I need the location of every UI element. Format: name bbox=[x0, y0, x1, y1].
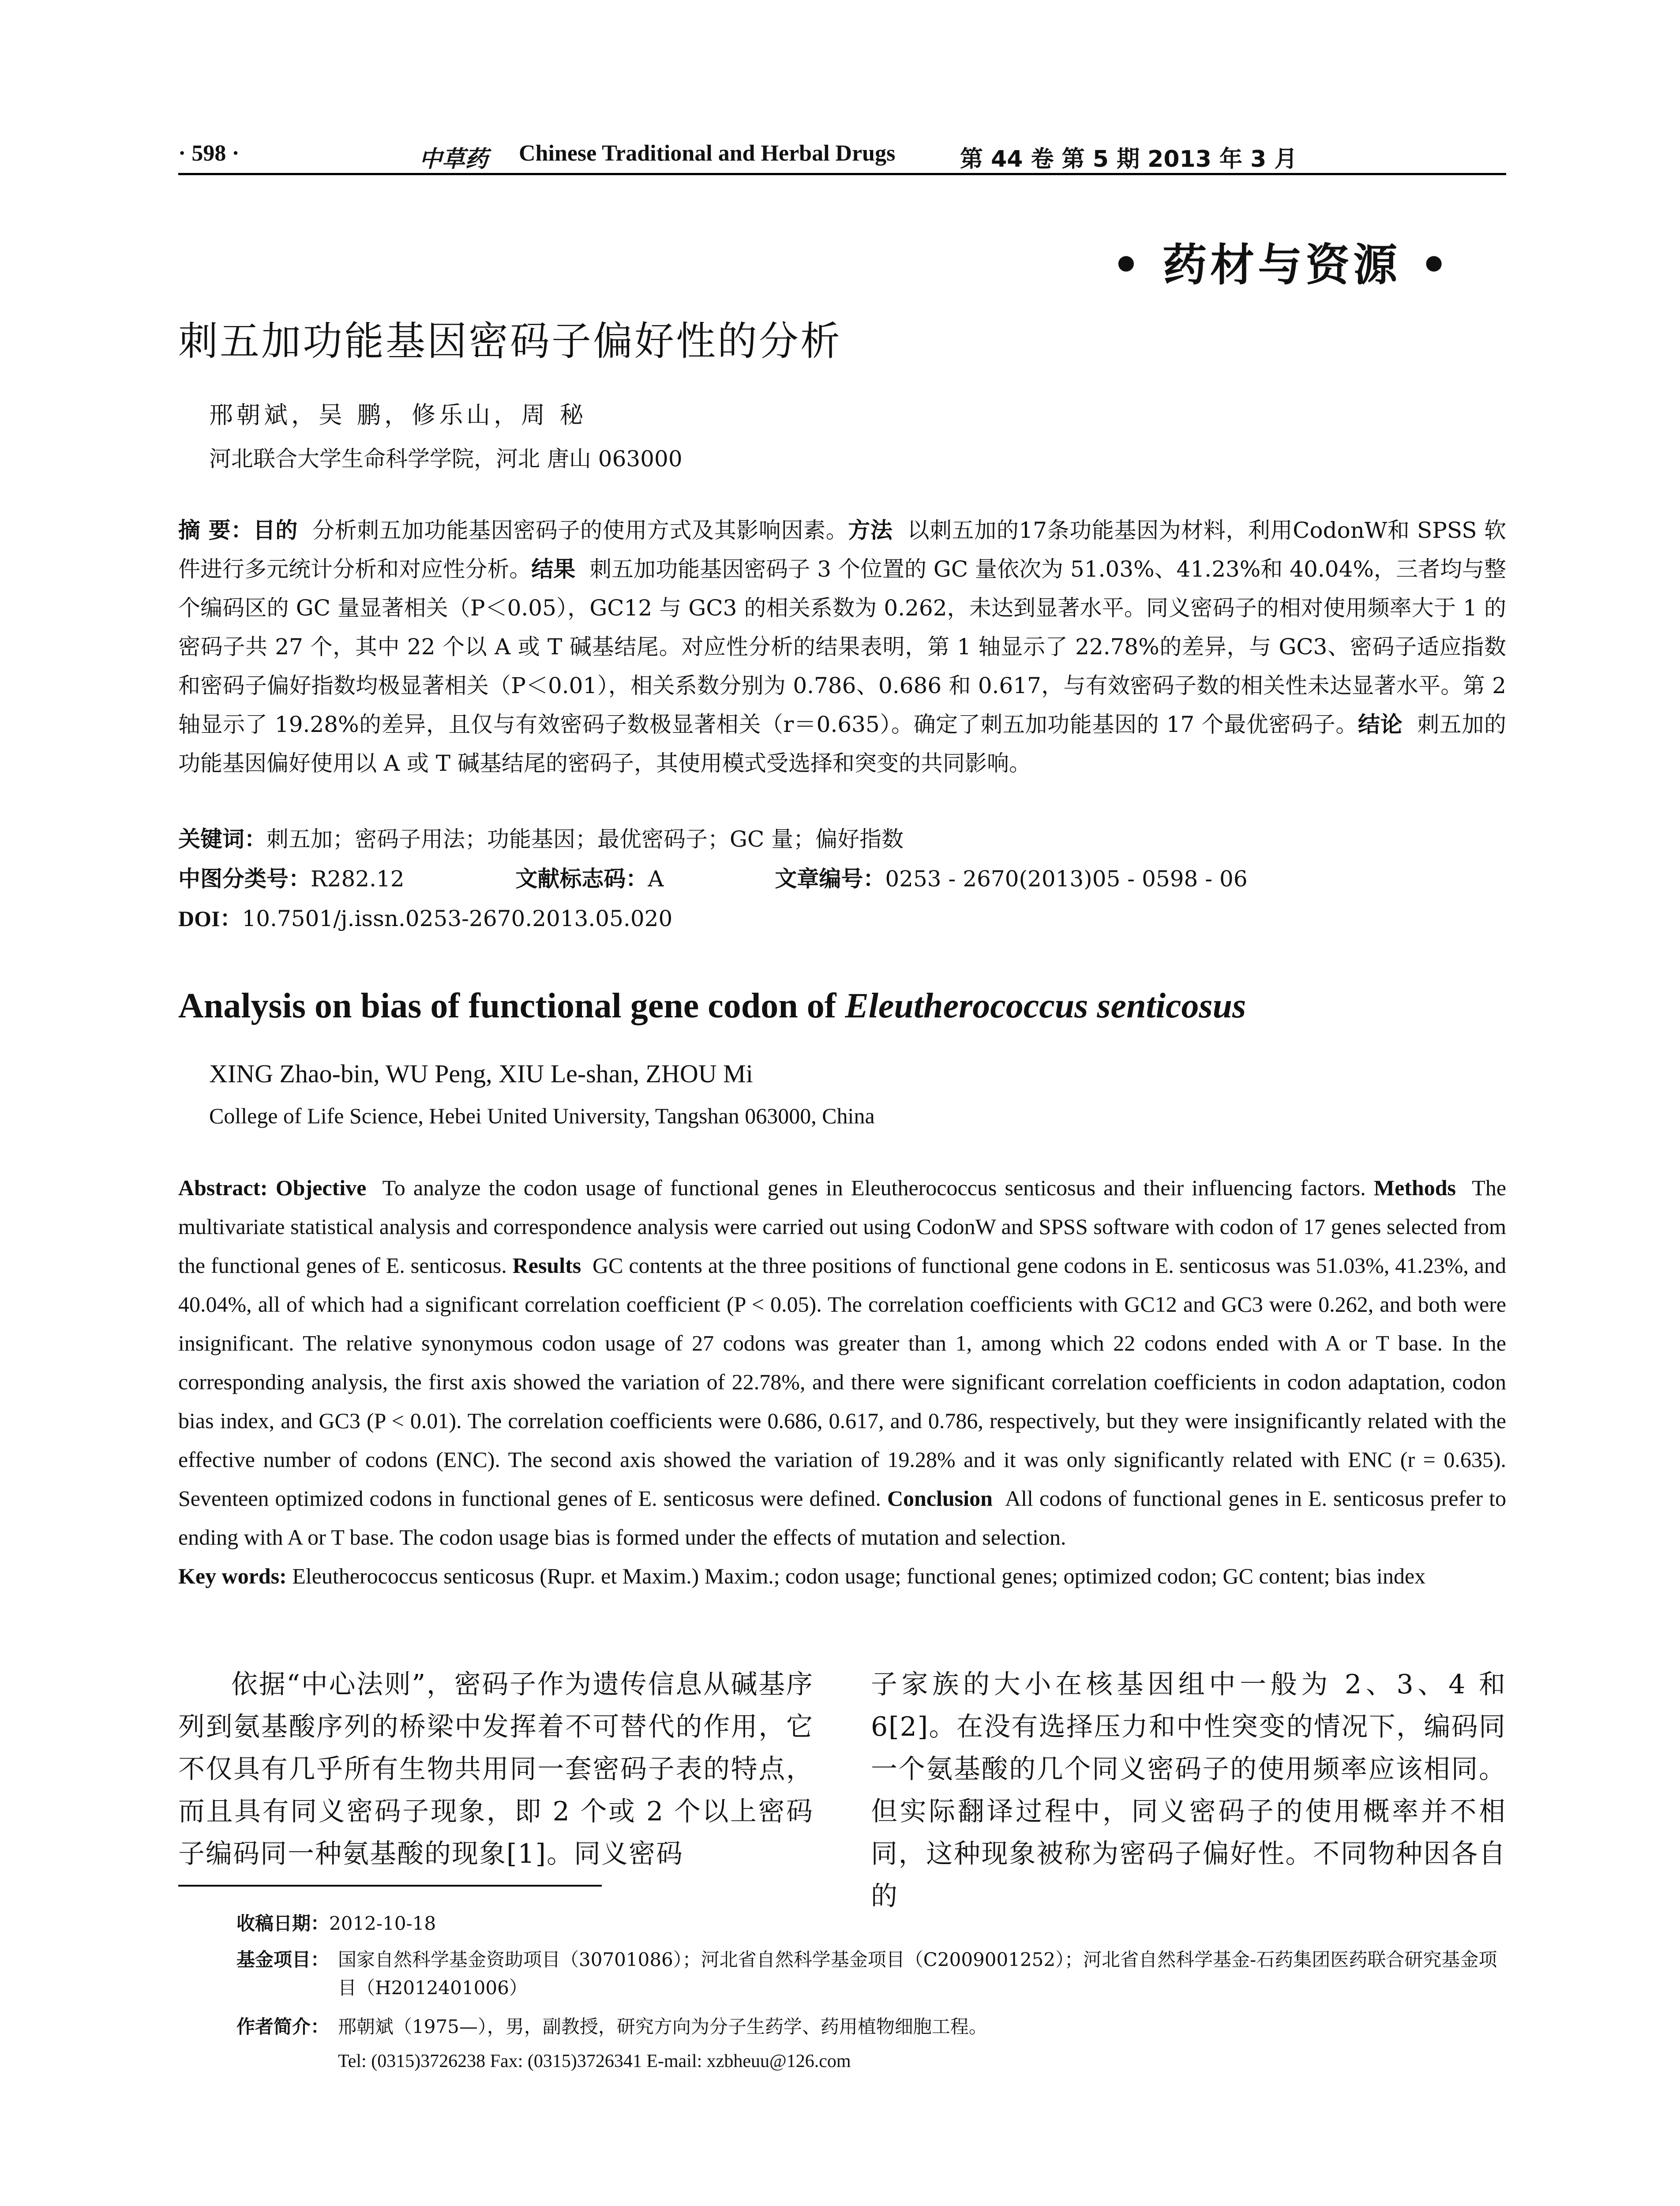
section-label: • 药材与资源 • bbox=[1112, 239, 1451, 291]
abstract-en-label: Abstract: Objective bbox=[178, 1175, 367, 1200]
conclusion-label-cn: 结论 bbox=[1358, 712, 1403, 737]
abstract-cn-label: 摘 要： bbox=[178, 518, 253, 543]
title-en-main: Analysis on bias of functional gene codon of bbox=[178, 987, 845, 1025]
body-column-left: 依据“中心法则”，密码子作为遗传信息从碱基序列到氨基酸序列的桥梁中发挥着不可替代的作用，它不仅具有几乎所有生物共用同一套密码子表的特点，而且具有同义密码子现象，即 2 个或 2 个以上密码子编码同一种氨基酸的现象[1]。同义密码 bbox=[178, 1669, 814, 1869]
doi-link[interactable]: 10.7501/j.issn.0253-2670.2013.05.020 bbox=[242, 906, 673, 931]
journal-name-cn: 中草药 bbox=[419, 146, 488, 173]
clc-number: R282.12 bbox=[311, 866, 405, 892]
title-en bbox=[178, 986, 1246, 1026]
authors-cn: 邢朝斌，吴 鹏，修乐山，周 秘 bbox=[209, 401, 587, 429]
results-label-cn: 结果 bbox=[531, 556, 576, 582]
footnote-fund: 国家自然科学基金资助项目（30701086）；河北省自然科学基金项目（C2009001252）；河北省自然科学基金-石药集团医药联合研究基金项目（H2012401006） bbox=[338, 1949, 1497, 1999]
abstract-cn bbox=[178, 511, 1506, 783]
title-en-species: Eleutherococcus senticosus bbox=[845, 987, 1246, 1025]
body-column-right: 子家族的大小在核基因组中一般为 2、3、4 和 6[2]。在没有选择压力和中性突变的情况下，编码同一个氨基酸的几个同义密码子的使用频率应该相同。但实际翻译过程中，同义密码子的使用概率并不相同，这种现象被称为密码子偏好性。不同物种因各自的 bbox=[871, 1669, 1506, 1912]
journal-name-en: Chinese Traditional and Herbal Drugs bbox=[519, 141, 896, 166]
doi-label: DOI： bbox=[178, 906, 242, 931]
header-rule bbox=[178, 173, 1506, 175]
conclusion-en: All codons of functional genes in E. senticosus prefer to ending with A or T base. The codon usage bias is formed under the effects of mutation and selection. bbox=[178, 1486, 1507, 1549]
objective-en: To analyze the codon usage of functional genes in Eleutherococcus senticosus and their influencing factors. bbox=[382, 1175, 1366, 1200]
keywords-cn bbox=[178, 822, 904, 853]
objective-label-cn: 目的 bbox=[253, 518, 298, 543]
conclusion-label-en: Conclusion bbox=[887, 1486, 993, 1511]
doc-code-label: 文献标志码： bbox=[515, 866, 648, 892]
footnote-rule bbox=[178, 1885, 602, 1887]
received-label: 收稿日期： bbox=[236, 1913, 330, 1934]
footnote-fund-label bbox=[236, 1946, 329, 1974]
methods-label-cn: 方法 bbox=[848, 518, 893, 543]
article-id-label: 文章编号： bbox=[775, 866, 885, 892]
classification-line bbox=[178, 861, 1248, 893]
article-id: 0253 - 2670(2013)05 - 0598 - 06 bbox=[885, 866, 1248, 892]
conclusion-cn: 刺五加的功能基因偏好使用以 A 或 T 碱基结尾的密码子，其使用模式受选择和突变的共同影响。 bbox=[178, 712, 1507, 776]
objective-cn: 分析刺五加功能基因密码子的使用方式及其影响因素。 bbox=[312, 518, 848, 543]
clc-label: 中图分类号： bbox=[178, 866, 311, 892]
journal-issue: 第 44 卷 第 5 期 2013 年 3 月 bbox=[960, 146, 1298, 173]
authors-en: XING Zhao-bin, WU Peng, XIU Le-shan, ZHOU Mi bbox=[209, 1059, 753, 1088]
keywords-cn-label: 关键词： bbox=[178, 826, 266, 852]
page-number: · 598 · bbox=[178, 141, 240, 166]
methods-cn: 以刺五加的17条功能基因为材料，利用CodonW和 SPSS 软件进行多元统计分析和对应性分析。 bbox=[178, 518, 1506, 582]
abstract-en bbox=[178, 1168, 1506, 1595]
doc-code: A bbox=[648, 866, 664, 892]
fund-label: 基金项目： bbox=[236, 1949, 330, 1970]
methods-label-en: Methods bbox=[1373, 1175, 1456, 1200]
footnote-author-label bbox=[236, 2013, 329, 2041]
keywords-en-label: Key words: bbox=[178, 1564, 287, 1588]
results-label-en: Results bbox=[512, 1253, 581, 1278]
results-en: GC contents at the three positions of functional gene codons in E. senticosus was 51.03%, 41.23%, and 40.04%, all of which had a significant correlation coefficient (P < 0.05). The correlation coefficients with GC12 and GC3 were 0.262, and both were insignificant. The relative synonymous codon usage of 27 codons was greater than 1, among which 22 codons ended with A or T base. In the corresponding analysis, the first axis showed the variation of 22.78%, and there were significant correlation coefficients in codon adaptation, codon bias index, and GC3 (P < 0.01). The correlation coefficients were 0.686, 0.617, and 0.786, respectively, but they were insignificantly related with the effective number of codons (ENC). The second axis showed the variation of 19.28% and it was only significantly related with ENC (r = 0.635). Seventeen optimized codons in functional genes of E. senticosus were defined. bbox=[178, 1253, 1507, 1511]
keywords-cn-text: 刺五加；密码子用法；功能基因；最优密码子；GC 量；偏好指数 bbox=[266, 826, 904, 852]
title-cn: 刺五加功能基因密码子偏好性的分析 bbox=[178, 318, 842, 364]
keywords-en-text: Eleutherococcus senticosus (Rupr. et Maxim.) Maxim.; codon usage; functional genes; optimized codon; GC content; bias index bbox=[292, 1564, 1426, 1588]
footnote-author: 邢朝斌（1975—），男，副教授，研究方向为分子生药学、药用植物细胞工程。 bbox=[338, 2016, 987, 2037]
results-cn: 刺五加功能基因密码子 3 个位置的 GC 量依次为 51.03%、41.23%和 40.04%，三者均与整个编码区的 GC 量显著相关（P＜0.05），GC12 与 GC3 的相关系数为 0.262，未达到显著水平。同义密码子的相对使用频率大于 1 的密码子共 27 个，其中 22 个以 A 或 T 碱基结尾。对应性分析的结果表明，第 1 轴显示了 22.78%的差异，与 GC3、密码子适应指数和密码子偏好指数均极显著相关（P＜0.01），相关系数分别为 0.786、0.686 和 0.617，与有效密码子数的相关性未达显著水平。第 2 轴显示了 19.28%的差异，且仅与有效密码子数极显著相关（r＝0.635）。确定了刺五加功能基因的 17 个最优密码子。 bbox=[178, 556, 1507, 737]
affiliation-cn: 河北联合大学生命科学学院，河北 唐山 063000 bbox=[209, 446, 682, 472]
author-label: 作者简介： bbox=[236, 2016, 330, 2037]
doi-line bbox=[178, 901, 672, 933]
methods-en: The multivariate statistical analysis and correspondence analysis were carried out using CodonW and SPSS software with codon of 17 genes selected from the functional genes of E. senticosus. bbox=[178, 1175, 1507, 1278]
received-date: 2012-10-18 bbox=[329, 1913, 436, 1934]
footnote-contact: Tel: (0315)3726238 Fax: (0315)3726341 E-mail: xzbheuu@126.com bbox=[338, 2051, 851, 2071]
affiliation-en: College of Life Science, Hebei United University, Tangshan 063000, China bbox=[209, 1103, 875, 1128]
footnote-received bbox=[236, 1910, 436, 1938]
